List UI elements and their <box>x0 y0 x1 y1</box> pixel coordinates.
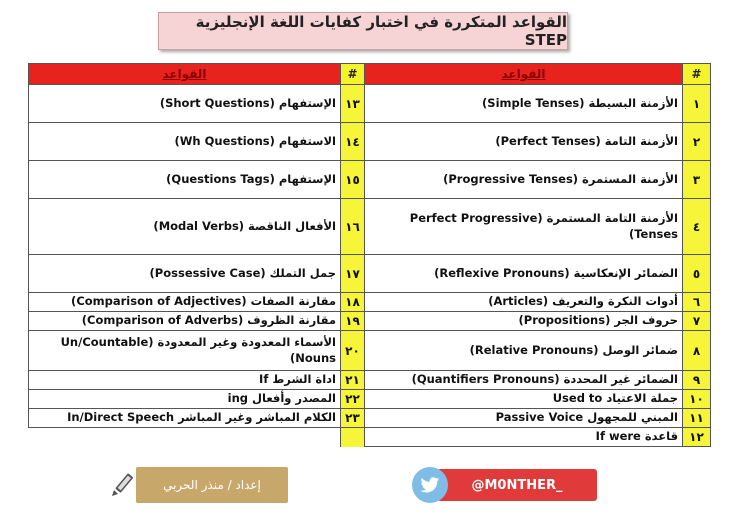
rule-number: ١٣ <box>341 85 365 123</box>
rule-cell: الضمائر غير المحددة (Quantifiers Pronouns) <box>365 371 683 390</box>
credit-text: إعداد / منذر الحربي <box>136 467 288 503</box>
rule-number: ٩ <box>683 371 711 390</box>
rule-number: ١١ <box>683 409 711 428</box>
pencil-icon <box>108 471 136 499</box>
table-row <box>29 331 711 371</box>
table-row <box>29 390 711 409</box>
rule-number: ٢١ <box>341 371 365 390</box>
rule-number: ١٩ <box>341 312 365 331</box>
table-header-row <box>29 64 711 85</box>
table-row <box>29 199 711 255</box>
rule-cell: حروف الجر (Propositions) <box>365 312 683 331</box>
rule-number: ٢ <box>683 123 711 161</box>
rule-number: ١٢ <box>683 428 711 447</box>
table-row <box>29 312 711 331</box>
rule-cell: الاستفهام (Wh Questions) <box>29 123 341 161</box>
rule-number: ٢٣ <box>341 409 365 428</box>
rule-number: ١٦ <box>341 199 365 255</box>
rule-number: ٧ <box>683 312 711 331</box>
rule-cell: الأزمنة المستمرة (Progressive Tenses) <box>365 161 683 199</box>
header-num-right: # <box>683 64 711 85</box>
rule-cell: الأفعال الناقصة (Modal Verbs) <box>29 199 341 255</box>
table-row <box>29 371 711 390</box>
rule-cell <box>29 428 341 447</box>
rule-number: ١٧ <box>341 255 365 293</box>
rule-cell: الإستفهام (Short Questions) <box>29 85 341 123</box>
rules-table <box>28 63 711 447</box>
rule-number: ٦ <box>683 293 711 312</box>
rule-number: ٥ <box>683 255 711 293</box>
rule-cell: المبني للمجهول Passive Voice <box>365 409 683 428</box>
rule-number: ٤ <box>683 199 711 255</box>
rule-number: ٢٠ <box>341 331 365 371</box>
rule-cell: الضمائر الإنعكاسية (Reflexive Pronouns) <box>365 255 683 293</box>
rule-cell: الإستفهام (Questions Tags) <box>29 161 341 199</box>
rule-number: ٨ <box>683 331 711 371</box>
rule-number: ١٠ <box>683 390 711 409</box>
rule-cell: الأزمنة البسيطة (Simple Tenses) <box>365 85 683 123</box>
rule-cell: المصدر وأفعال ing <box>29 390 341 409</box>
header-rule-left: القواعد <box>29 64 341 85</box>
rule-number: ١٨ <box>341 293 365 312</box>
twitter-handle: @M0NTHER_ <box>437 469 597 501</box>
twitter-handle-badge[interactable] <box>412 467 602 503</box>
rule-number <box>341 428 365 447</box>
rule-number: ١٤ <box>341 123 365 161</box>
rule-cell: مقارنة الظروف (Comparison of Adverbs) <box>29 312 341 331</box>
rule-cell: الأزمنة التامة المستمرة (Perfect Progressive Tenses) <box>365 199 683 255</box>
rule-cell: الكلام المباشر وغير المباشر In/Direct Speech <box>29 409 341 428</box>
rule-cell: أدوات النكرة والتعريف (Articles) <box>365 293 683 312</box>
table-row <box>29 409 711 428</box>
rule-number: ٣ <box>683 161 711 199</box>
credit-badge <box>108 467 288 503</box>
rule-cell: الأزمنة التامة (Perfect Tenses) <box>365 123 683 161</box>
rule-cell: مقارنة الصفات (Comparison of Adjectives) <box>29 293 341 312</box>
table-row <box>29 85 711 123</box>
rule-cell: ضمائر الوصل (Relative Pronouns) <box>365 331 683 371</box>
rule-cell: الأسماء المعدودة وغير المعدودة (Un/Countable Nouns) <box>29 331 341 371</box>
page-title: القواعد المتكررة في اختبار كفايات اللغة الإنجليزية STEP <box>158 12 568 50</box>
rule-number: ٢٢ <box>341 390 365 409</box>
rule-cell: اداة الشرط If <box>29 371 341 390</box>
table-row <box>29 255 711 293</box>
rule-number: ١٥ <box>341 161 365 199</box>
rule-number: ١ <box>683 85 711 123</box>
rule-cell: جمل التملك (Possessive Case) <box>29 255 341 293</box>
rule-cell: جملة الاعتياد Used to <box>365 390 683 409</box>
twitter-icon <box>412 467 448 503</box>
table-row <box>29 123 711 161</box>
rule-cell: قاعدة If were <box>365 428 683 447</box>
table-row <box>29 293 711 312</box>
table-row <box>29 161 711 199</box>
header-num-left: # <box>341 64 365 85</box>
header-rule-right: القواعد <box>365 64 683 85</box>
table-row <box>29 428 711 447</box>
